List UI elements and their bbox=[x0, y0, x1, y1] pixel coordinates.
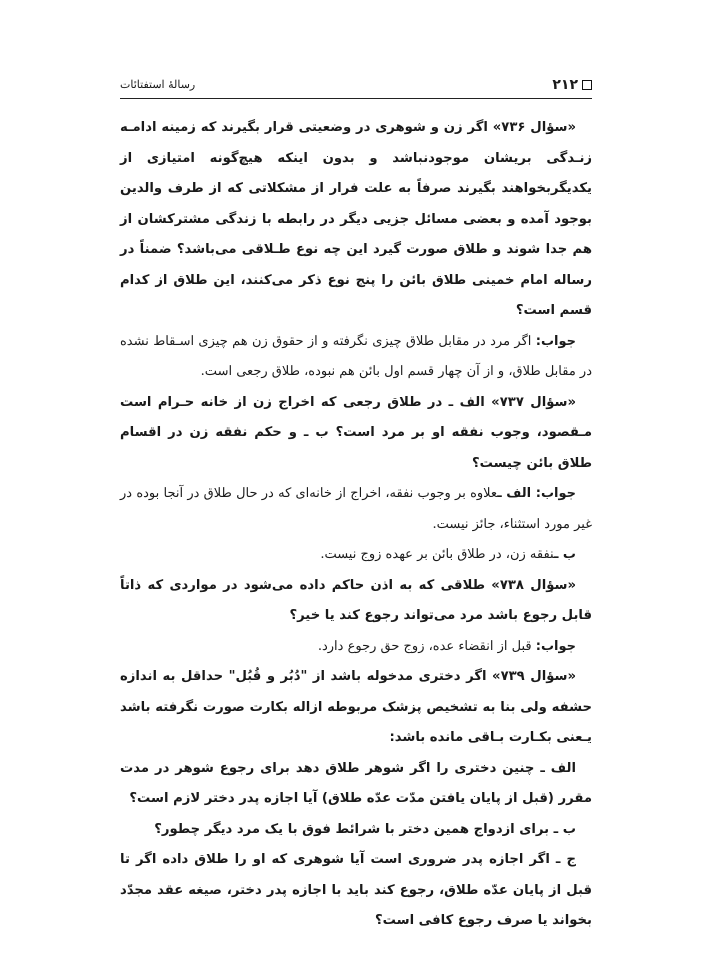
page-body bbox=[120, 113, 592, 937]
answer-label: ب ـ bbox=[553, 547, 576, 562]
answer-736 bbox=[120, 327, 592, 388]
question-739-part-b: ب ـ برای ازدواج همین دختر با شرائط فوق با یک مرد دیگر چطور؟ bbox=[154, 821, 576, 837]
question-737: «سؤال ۷۳۷» الف ـ در طلاق رجعی که اخراج زن از خانه حـرام است مـقصود، وجوب نفقه او بر مرد است؟ ب ـ و حکم نفقه زن در اقسام طلاق بائن چیست؟ bbox=[120, 394, 592, 471]
answer-text: اگر مرد در مقابل طلاق چیزی نگرفته و از حقوق زن هم چیزی اسـقاط نشده در مقابل طلاق، و از آن چهار قسم اول بائن هم نبوده، طلاق رجعی است. bbox=[120, 333, 592, 379]
answer-label: جواب: الف ـ bbox=[497, 486, 576, 501]
question-739-part-a: الف ـ چنین دختری را اگر شوهر طلاق دهد برای رجوع شوهر در مدت مقرر (قبل از پایان یافتن مدّت عدّه طلاق) آیا اجازه پدر دختر لازم است؟ bbox=[120, 760, 592, 806]
answer-text: قبل از انقضاء عده، زوج حق رجوع دارد. bbox=[317, 638, 536, 654]
page-number bbox=[552, 76, 592, 94]
page-number-text: ۲۱۲ bbox=[552, 77, 578, 93]
answer-label: جواب: bbox=[535, 333, 576, 349]
page-header bbox=[120, 76, 592, 99]
question-739: «سؤال ۷۳۹» اگر دختری مدخوله باشد از "دُبُر و قُبُل" حداقل به اندازه حشفه ولی بنا به تشخیص پزشک مربوطه ازاله بکارت صورت نگرفته باشد یـعنی بکـارت بـاقی مانده باشد: bbox=[120, 669, 592, 745]
answer-737-a bbox=[120, 479, 592, 540]
answer-label: جواب: bbox=[535, 638, 576, 654]
question-738: «سؤال ۷۳۸» طلاقی که به اذن حاکم داده می‌شود در مواردی که ذاتاً قابل رجوع باشد مرد می‌تواند رجوع کند یا خیر؟ bbox=[120, 577, 592, 623]
answer-738 bbox=[120, 632, 592, 663]
square-bullet-icon bbox=[582, 80, 592, 90]
question-739-part-c: ج ـ اگر اجازه پدر ضروری است آیا شوهری که او را طلاق داده اگر تا قبل از پایان عدّه طلاق، رجوع کند باید با اجازه پدر دختر، صیغه عقد مجدّد بخواند یا صرف رجوع کافی است؟ bbox=[120, 852, 592, 928]
question-736: «سؤال ۷۳۶» اگر زن و شوهری در وضعیتی قرار بگیرند که زمینه ادامـه زنـدگی بریشان موجودنباشد و بدون اینکه هیچ‌گونه امتیازی از یکدیگربخواهند بگیرند صرفاً به علت فرار از مشکلاتی که از طرف والدین بوجود آمده و بعضی مسائل جزیی دیگر در رابطه با زندگی مشترکشان از هم جدا شوند و طلاق صورت گیرد این چه نوع طـلاقی می‌باشد؟ ضمناً در رساله امام خمینی طلاق بائن را پنج نوع ذکر می‌کنند، این طلاق از کدام قسم است؟ bbox=[120, 120, 592, 318]
document-page bbox=[120, 76, 592, 937]
answer-text: نفقه زن، در طلاق بائن بر عهده زوج نیست. bbox=[320, 547, 554, 562]
answer-text: علاوه بر وجوب نفقه، اخراج از خانه‌ای که در حال طلاق در آنجا بوده در غیر مورد استثناء، جائز نیست. bbox=[120, 486, 592, 532]
answer-737-b bbox=[120, 540, 592, 571]
running-title: رسالهٔ استفتائات bbox=[120, 78, 196, 91]
